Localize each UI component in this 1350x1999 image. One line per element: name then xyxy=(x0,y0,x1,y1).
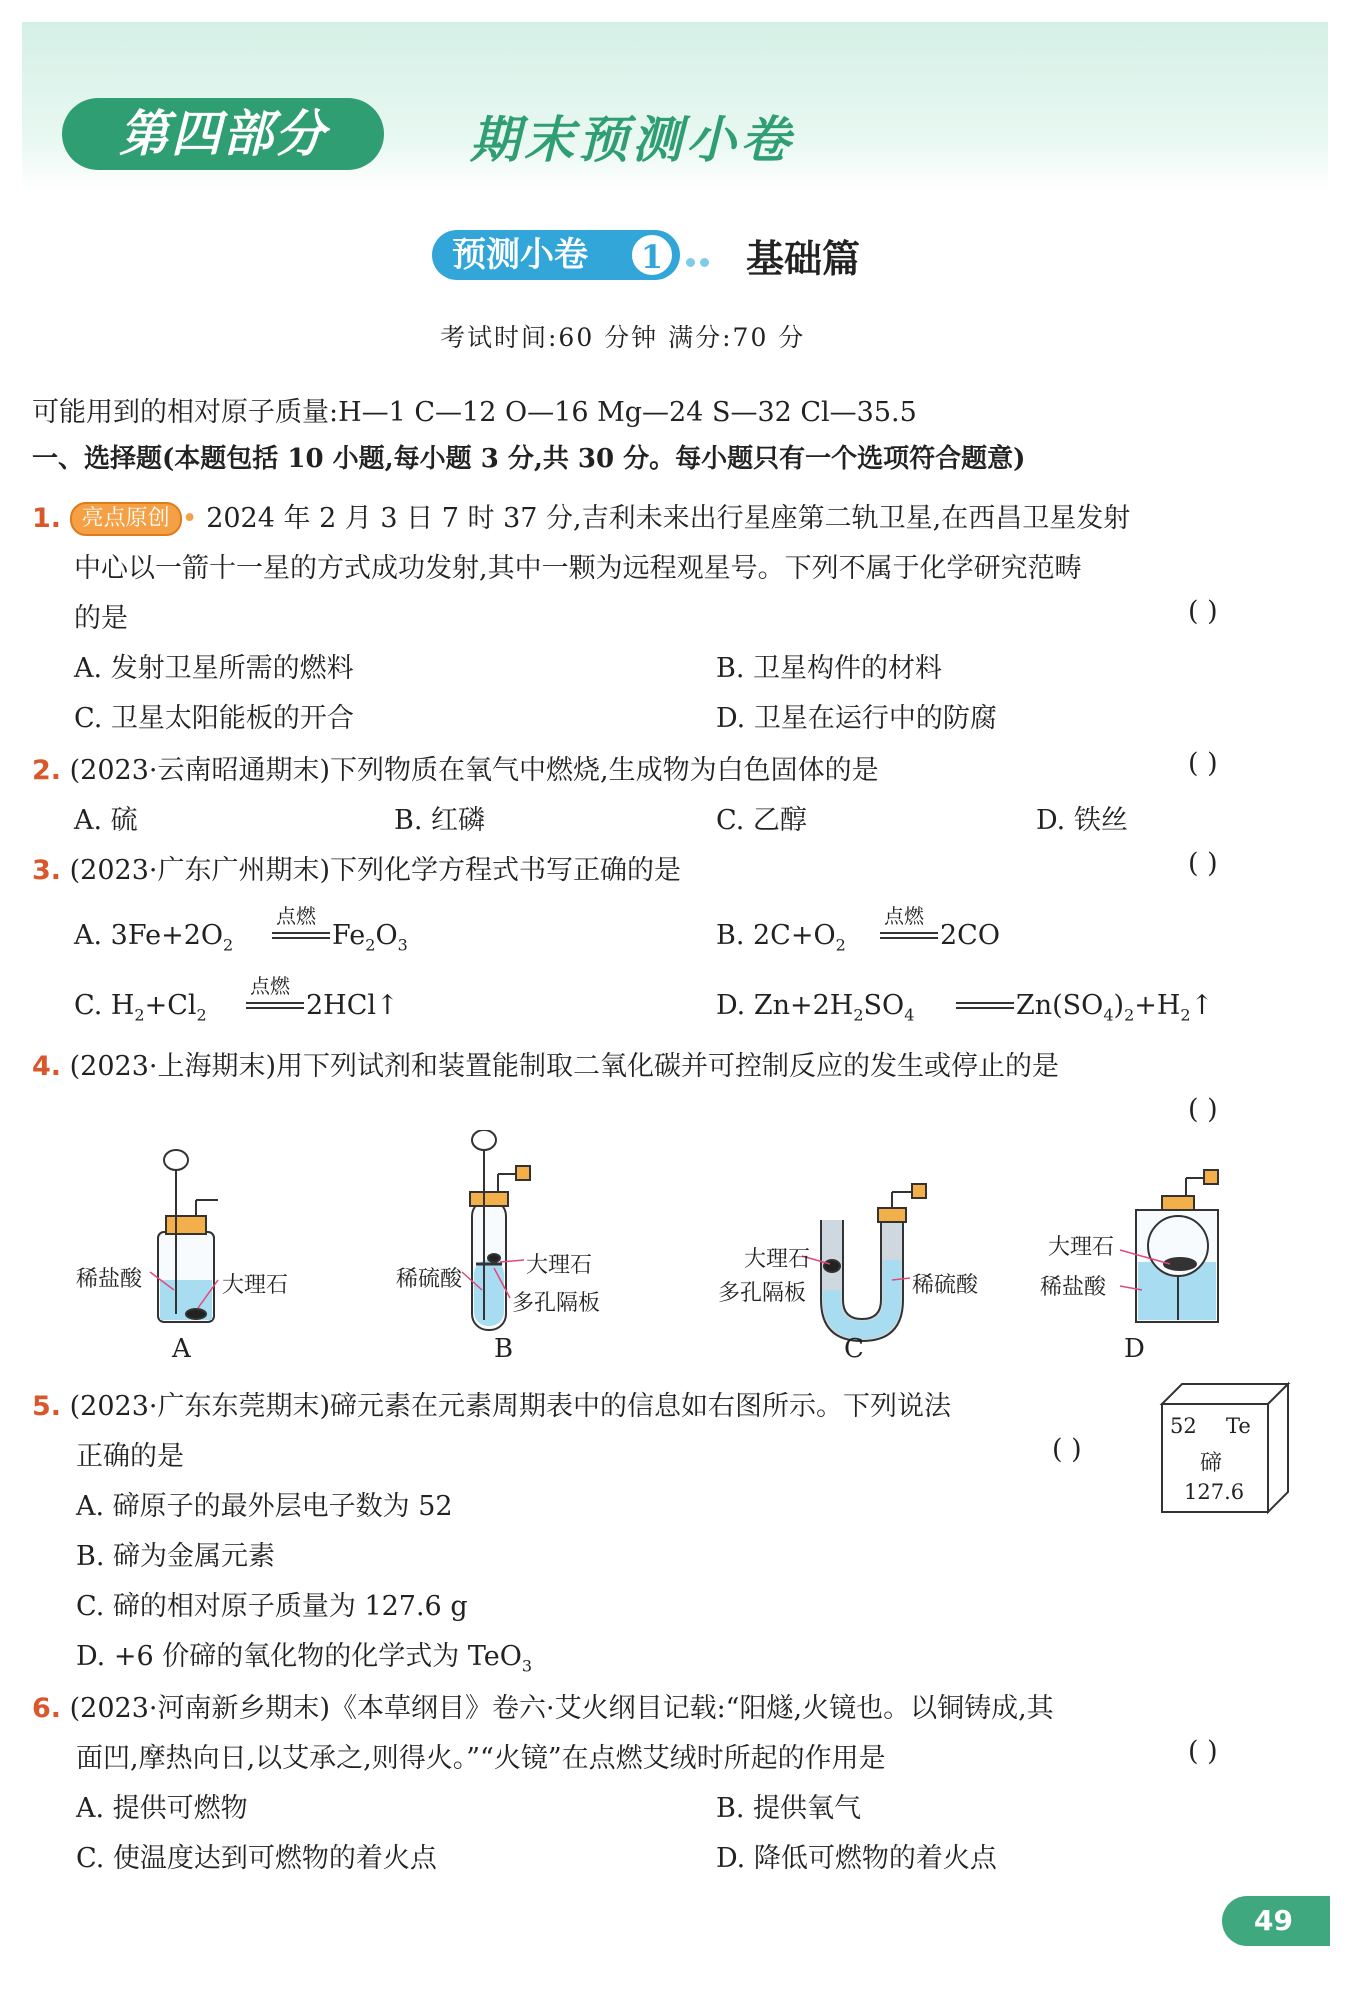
q3-text: (2023·广东广州期末)下列化学方程式书写正确的是 xyxy=(69,855,682,886)
q2-text: (2023·云南昭通期末)下列物质在氧气中燃烧,生成物为白色固体的是 xyxy=(69,755,879,786)
element-number: 52 xyxy=(1170,1414,1197,1438)
part-title: 期末预测小卷 xyxy=(470,111,794,169)
q1-text-2: 中心以一箭十一星的方式成功发射,其中一颗为远程观星号。下列不属于化学研究范畴 xyxy=(74,553,1082,584)
q3-option-b: B. $2C+O_2$ xyxy=(716,920,846,955)
q6-option-d: D. 降低可燃物的着火点 xyxy=(716,1843,997,1874)
question-3 xyxy=(32,848,681,887)
q6-text-2: 面凹,摩热向日,以艾承之,则得火。”“火镜”在点燃艾绒时所起的作用是 xyxy=(76,1743,886,1774)
q5-option-b: B. 碲为金属元素 xyxy=(76,1541,276,1572)
q3-option-d-product: $Zn(SO_4)_2+H_2↑$ xyxy=(1016,990,1214,1025)
question-1-line1: 1. 亮点原创 • 2024 年 2 月 3 日 7 时 37 分,吉利未来出行星座第二轨卫星,在西昌卫星发射 xyxy=(32,503,1131,534)
label-b-marble: 大理石 xyxy=(526,1252,593,1277)
question-4 xyxy=(32,1044,1059,1083)
q1-option-b: B. 卫星构件的材料 xyxy=(716,653,943,684)
question-number: 1. xyxy=(32,503,62,534)
apparatus-diagrams xyxy=(0,1130,1350,1370)
question-number: 4. xyxy=(32,1051,62,1082)
answer-bracket: ( ) xyxy=(1188,1736,1218,1767)
q2-option-a: A. 硫 xyxy=(74,805,138,836)
equation-line xyxy=(956,1007,1014,1009)
quiz-level: 基础篇 xyxy=(746,236,861,281)
exam-info: 考试时间:60 分钟 满分:70 分 xyxy=(440,323,806,352)
equation-line xyxy=(956,1002,1014,1004)
page-number: 49 xyxy=(1222,1896,1330,1946)
q5-option-d: D. +6 价碲的氧化物的化学式为 TeO$_3$ xyxy=(76,1641,533,1676)
q2-option-d: D. 铁丝 xyxy=(1036,805,1128,836)
caption-b: B xyxy=(494,1334,514,1364)
q1-text-1: 2024 年 2 月 3 日 7 时 37 分,吉利未来出行星座第二轨卫星,在西昌卫星发射 xyxy=(206,503,1131,534)
q5-text-2: 正确的是 xyxy=(76,1441,184,1472)
apparatus-c xyxy=(821,1184,926,1341)
answer-bracket: ( ) xyxy=(1052,1434,1082,1465)
atomic-mass-line: 可能用到的相对原子质量:H—1 C—12 O—16 Mg—24 S—32 Cl—35.5 xyxy=(32,397,917,428)
q5-text-1: (2023·广东东莞期末)碲元素在元素周期表中的信息如右图所示。下列说法 xyxy=(69,1391,952,1422)
question-6 xyxy=(32,1686,1054,1725)
q1-option-c: C. 卫星太阳能板的开合 xyxy=(74,703,354,734)
q1-option-d: D. 卫星在运行中的防腐 xyxy=(716,703,997,734)
label-d-acid: 稀盐酸 xyxy=(1040,1274,1107,1299)
answer-bracket: ( ) xyxy=(1188,848,1218,879)
answer-bracket: ( ) xyxy=(1188,596,1218,627)
question-number: 2. xyxy=(32,755,62,786)
highlight-badge: 亮点原创 xyxy=(70,502,182,536)
equation-line xyxy=(880,932,938,934)
caption-c: C xyxy=(844,1334,864,1364)
q3-option-c: C. $H_2+Cl_2$ xyxy=(74,990,207,1025)
apparatus-a xyxy=(158,1150,218,1322)
part-label: 第四部分 xyxy=(62,98,384,170)
element-symbol: Te xyxy=(1226,1414,1251,1438)
element-name: 碲 xyxy=(1200,1451,1223,1476)
question-2 xyxy=(32,748,879,787)
question-5 xyxy=(32,1384,951,1423)
label-d-marble: 大理石 xyxy=(1048,1234,1115,1259)
q5-option-c: C. 碲的相对原子质量为 127.6 g xyxy=(76,1591,468,1622)
q2-option-b: B. 红磷 xyxy=(394,805,486,836)
q6-option-b: B. 提供氧气 xyxy=(716,1793,862,1824)
question-number: 3. xyxy=(32,855,62,886)
q6-text-1: (2023·河南新乡期末)《本草纲目》卷六·艾火纲目记载:“阳燧,火镜也。以铜铸成,其 xyxy=(69,1693,1054,1724)
equation-line xyxy=(246,1007,304,1009)
equation-line xyxy=(246,1002,304,1004)
q5-option-a: A. 碲原子的最外层电子数为 52 xyxy=(76,1491,453,1522)
q6-option-c: C. 使温度达到可燃物的着火点 xyxy=(76,1843,437,1874)
quiz-label: 预测小卷 xyxy=(432,230,680,280)
condition-ignite: 点燃 xyxy=(250,974,290,998)
label-a-marble: 大理石 xyxy=(222,1272,289,1297)
element-mass: 127.6 xyxy=(1184,1480,1245,1504)
answer-bracket: ( ) xyxy=(1188,1094,1218,1125)
equation-line xyxy=(272,932,330,934)
q3-option-a-product: $Fe_2O_3$ xyxy=(332,920,408,955)
q3-option-d: D. $Zn+2H_2SO_4$ xyxy=(716,990,915,1025)
label-c-plate: 多孔隔板 xyxy=(718,1280,807,1305)
condition-ignite: 点燃 xyxy=(884,904,924,928)
section-heading: 一、选择题(本题包括 10 小题,每小题 3 分,共 30 分。每小题只有一个选项符合题意) xyxy=(32,444,1026,474)
q3-option-c-product: 2HCl↑ xyxy=(306,990,399,1021)
answer-bracket: ( ) xyxy=(1188,748,1218,779)
caption-a: A xyxy=(172,1334,191,1364)
q4-text: (2023·上海期末)用下列试剂和装置能制取二氧化碳并可控制反应的发生或停止的是 xyxy=(69,1051,1060,1082)
q3-option-a: A. $3Fe+2O_2$ xyxy=(74,920,234,955)
equation-line xyxy=(880,937,938,939)
q6-option-a: A. 提供可燃物 xyxy=(76,1793,248,1824)
label-c-marble: 大理石 xyxy=(744,1246,811,1271)
equation-line xyxy=(272,937,330,939)
question-number: 5. xyxy=(32,1391,62,1422)
q1-option-a: A. 发射卫星所需的燃料 xyxy=(74,653,354,684)
label-b-plate: 多孔隔板 xyxy=(512,1290,601,1315)
condition-ignite: 点燃 xyxy=(276,904,316,928)
apparatus-d xyxy=(1136,1170,1218,1322)
q1-text-3: 的是 xyxy=(74,603,128,634)
decor-dots xyxy=(686,252,714,271)
q2-option-c: C. 乙醇 xyxy=(716,805,807,836)
caption-d: D xyxy=(1124,1334,1145,1364)
q3-option-b-product: 2CO xyxy=(940,920,1000,951)
label-c-acid: 稀硫酸 xyxy=(912,1272,979,1297)
quiz-number: 1 xyxy=(630,233,674,277)
question-number: 6. xyxy=(32,1693,62,1724)
label-b-acid: 稀硫酸 xyxy=(396,1266,463,1291)
label-a-acid: 稀盐酸 xyxy=(76,1266,143,1291)
